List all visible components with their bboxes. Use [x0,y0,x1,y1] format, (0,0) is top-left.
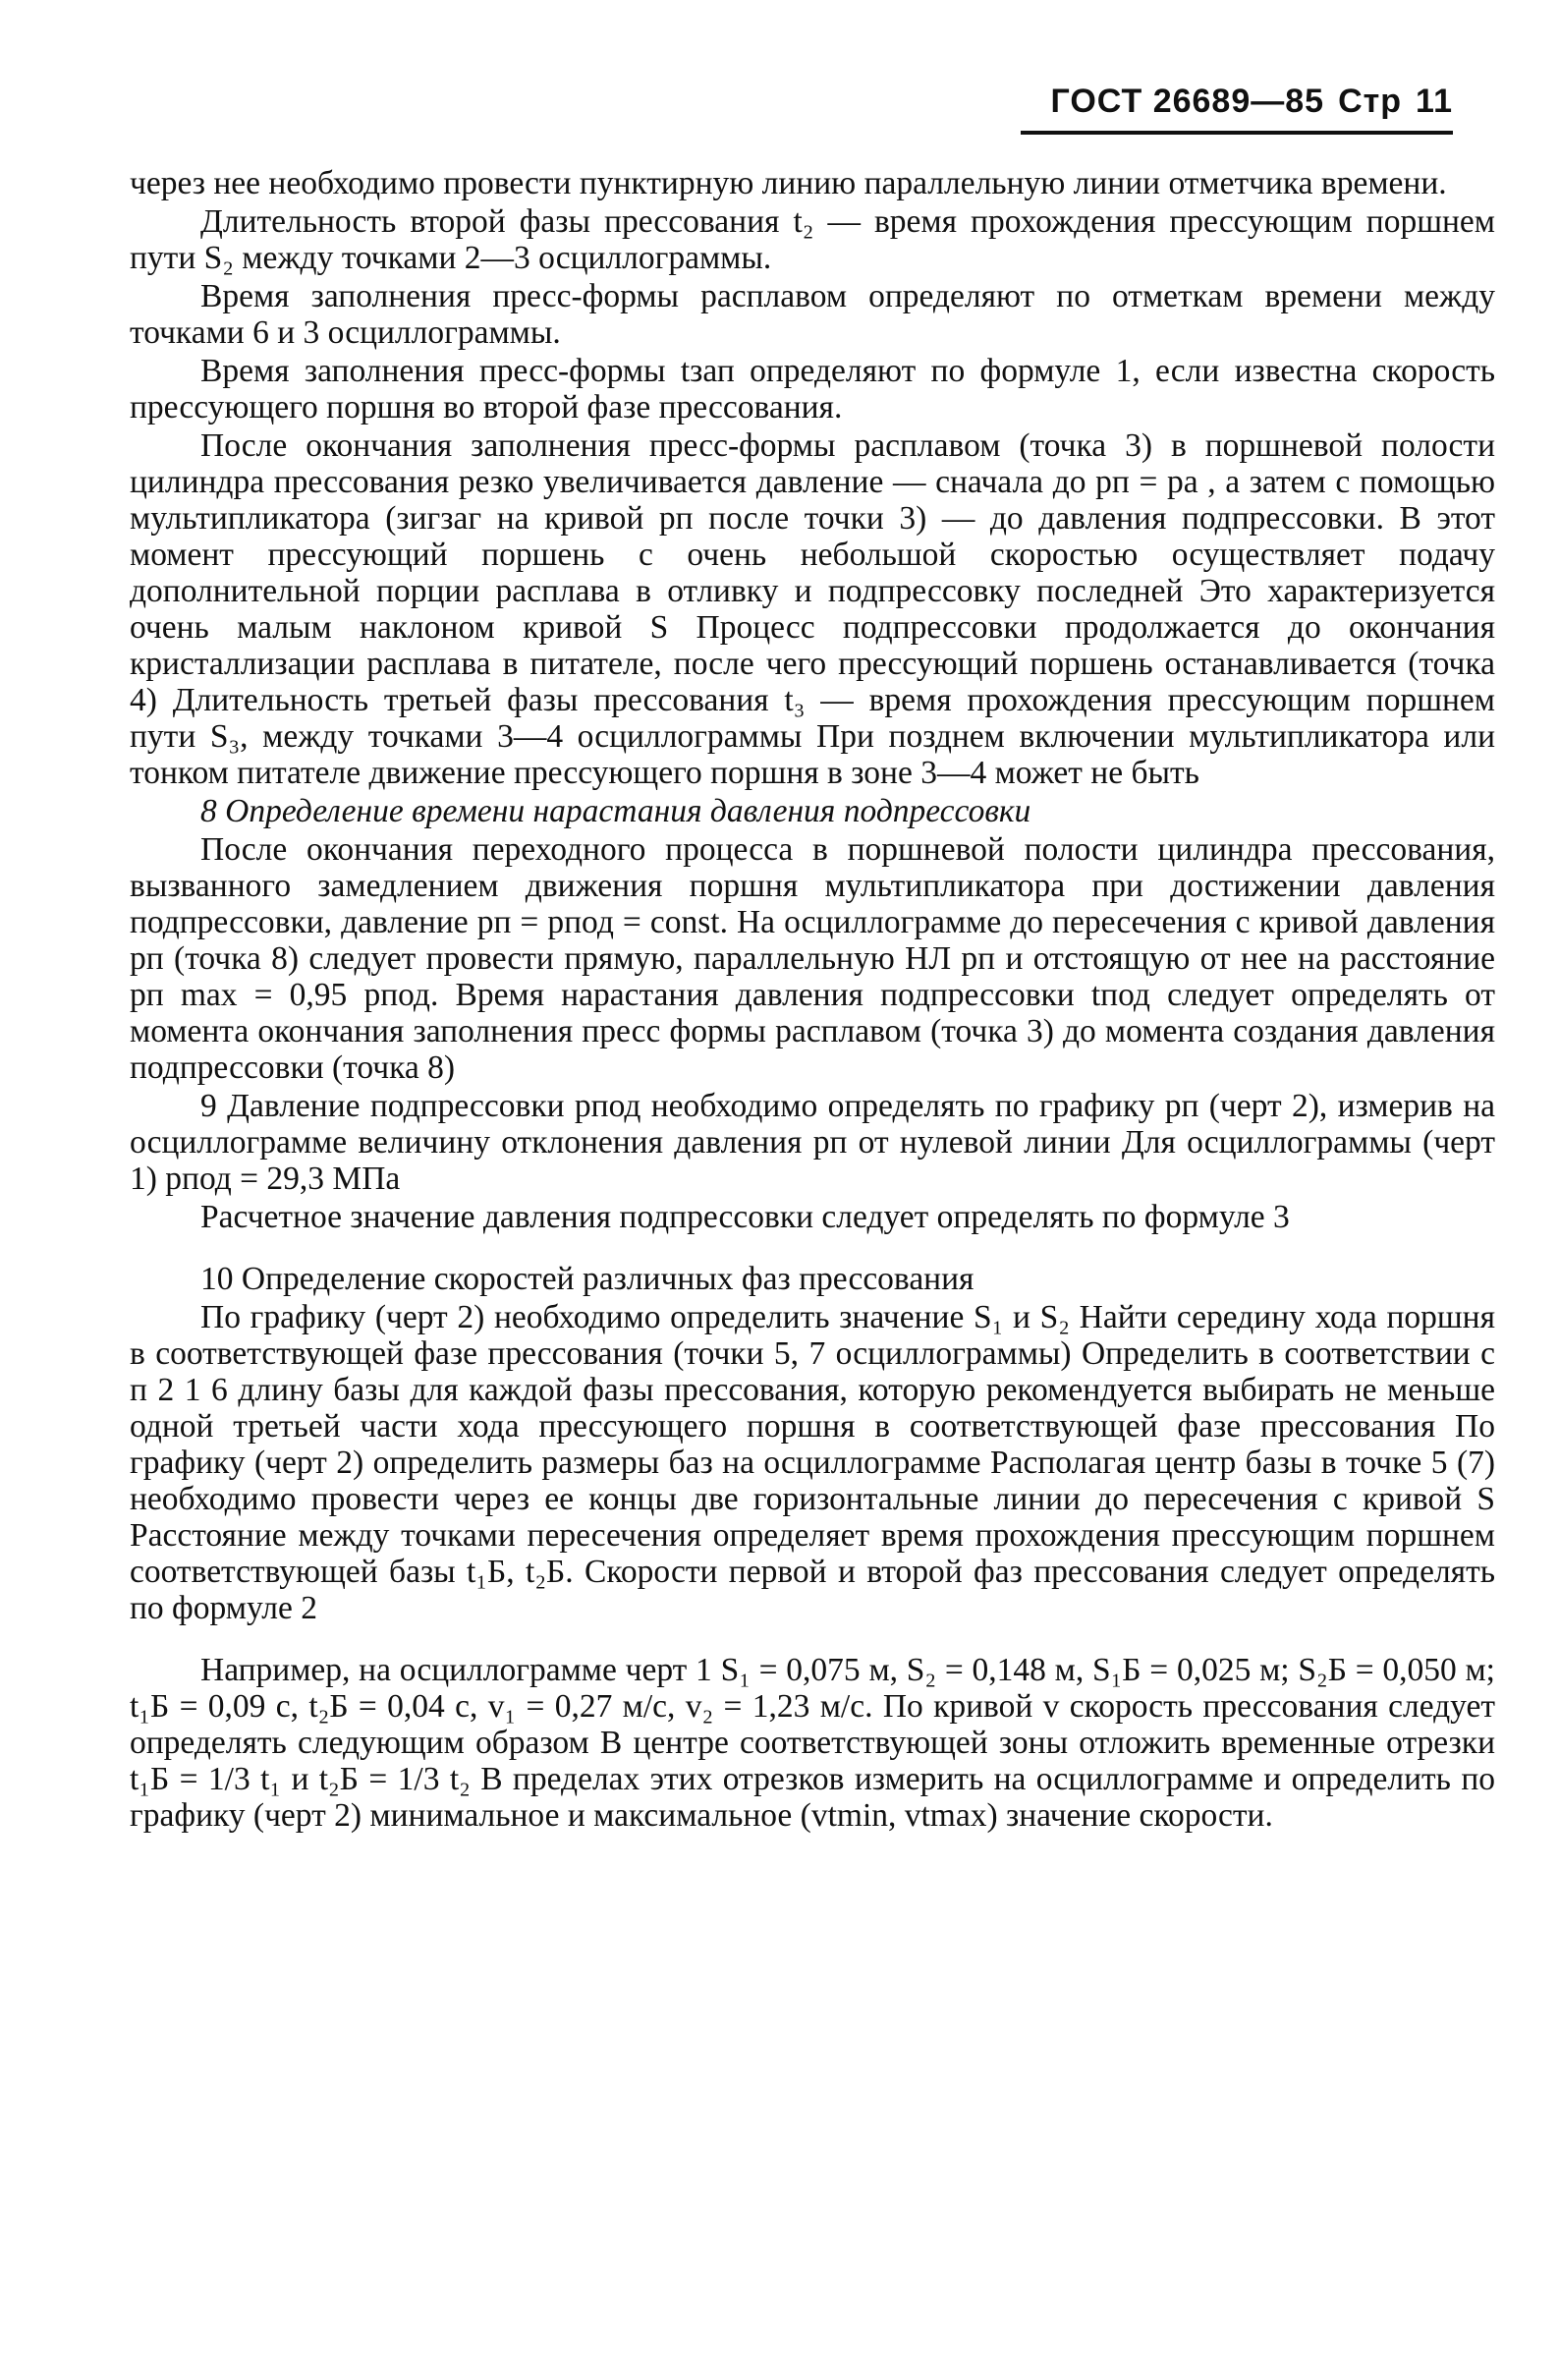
page-label: Стр [1338,83,1403,120]
section-heading-8: 8 Определение времени нарастания давления подпрессовки [200,793,1031,829]
paragraph: через нее необходимо провести пунктирную линию параллельную линии отметчика времени. [130,165,1447,201]
paragraph: После окончания переходного процесса в поршневой полости цилиндра прессования, вызванного замедлением движения поршня мультипликатора при достижении давления подпрессовки, давление pп = pпод = const. На осциллограмме до пересечения с кривой давления pп (точка 8) следует провести прямую, параллельную НЛ pп и отстоящую от нее на расстояние pп max = 0,95 pпод. Время нарастания давления подпрессовки tпод следует определять от момента окончания заполнения пресс формы расплавом (точка 3) до момента создания давления подпрессовки (точка 8) [130,831,1495,1086]
paragraph: Например, на осциллограмме черт 1 S₁ = 0,075 м, S₂ = 0,148 м, S₁Б = 0,025 м; S₂Б = 0,050 м; t₁Б = 0,09 с, t₂Б = 0,04 с, v₁ = 0,27 м/с, v₂ = 1,23 м/с. По кривой v скорость прессования следует определять следующим образом В центре соответствующей зоны отложить временные отрезки t₁Б = 1/3 t₁ и t₂Б = 1/3 t₂ В пределах этих отрезков измерить на осциллограмме и определить по графику (черт 2) минимальное и максимальное (vtmin, vtmax) значение скорости. [130,1652,1495,1834]
paragraph: После окончания заполнения пресс-формы расплавом (точка 3) в поршневой полости цилиндра прессования резко увеличивается давление — сначала до pп = pа , а затем с помощью мультипликатора (зигзаг на кривой pп после точки 3) — до давления подпрессовки. В этот момент прессующий поршень с очень небольшой скоростью осуществляет подачу дополнительной порции расплава в отливку и подпрессовку последней Это характеризуется очень малым наклоном кривой S Процесс подпрессовки продолжается до окончания кристаллизации расплава в питателе, после чего прессующий поршень останавливается (точка 4) Длительность третьей фазы прессования t₃ — время прохождения прессующим поршнем пути S₃, между точками 3—4 осциллограммы При позднем включении мультипликатора или тонком питателе движение прессующего поршня в зоне 3—4 может не быть [130,427,1495,791]
paragraph: По графику (черт 2) необходимо определить значение S₁ и S₂ Найти середину хода поршня в соответствующей фазе прессования (точки 5, 7 осциллограммы) Определить в соответствии с п 2 1 6 длину базы для каждой фазы прессования, которую рекомендуется выбирать не меньше одной третьей части хода прессующего поршня в соответствующей фазе прессования По графику (черт 2) определить размеры баз на осциллограмме Располагая центр базы в точке 5 (7) необходимо провести через ее концы две горизонтальные линии до пересечения с кривой S Расстояние между точками пересечения определяет время прохождения прессующим поршнем соответствующей базы t₁Б, t₂Б. Скорости первой и второй фаз прессования следует определять по формуле 2 [130,1299,1495,1626]
standard-number: ГОСТ 26689—85 [1050,83,1325,120]
paragraph: Время заполнения пресс-формы расплавом определяют по отметкам времени между точками 6 и 3 осциллограммы. [130,278,1495,351]
section-heading-10: 10 Определение скоростей различных фаз прессования [200,1261,974,1297]
document-body [130,165,1495,1836]
page-header [1021,83,1453,135]
paragraph: Длительность второй фазы прессования t₂ — время прохождения прессующим поршнем пути S₂ между точками 2—3 осциллограммы. [130,203,1495,276]
paragraph: Время заполнения пресс-формы tзап определяют по формуле 1, если известна скорость прессующего поршня во второй фазе прессования. [130,353,1495,425]
paragraph: Расчетное значение давления подпрессовки следует определять по формуле 3 [200,1199,1290,1235]
page-number: 11 [1416,83,1453,120]
paragraph: 9 Давление подпрессовки pпод необходимо определять по графику pп (черт 2), измерив на осциллограмме величину отклонения давления pп от нулевой линии Для осциллограммы (черт 1) pпод = 29,3 МПа [130,1088,1495,1197]
